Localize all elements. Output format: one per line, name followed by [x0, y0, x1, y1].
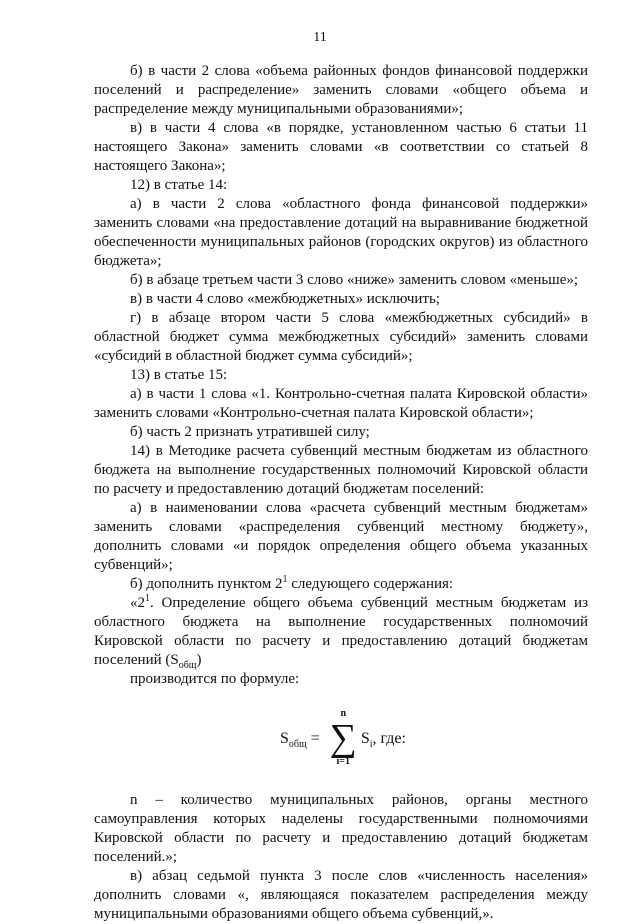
paragraph-13 [94, 575, 588, 594]
paragraph-13-superscript: 1 [282, 574, 288, 585]
paragraph-4: а) в части 2 слова «областного фонда финансовой поддержки» заменить словами «на предоставление дотаций на выравнивание бюджетной обеспеченности муниципальных районов (городских округов) из областного бюджета»; [94, 196, 588, 269]
summation-upper-limit: n [340, 708, 347, 719]
paragraph-14-prefix: «2 [130, 595, 145, 611]
summation-sigma: ∑ [329, 717, 357, 759]
paragraph-6: в) в части 4 слово «межбюджетных» исключить; [130, 291, 440, 307]
formula-lhs-symbol: S [280, 729, 289, 747]
formula-term-subscript: i [369, 738, 373, 750]
paragraph-11: 14) в Методике расчета субвенций местным бюджетам из областного бюджета на выполнение государственных полномочий Кировской области по расчету и предоставлению дотаций бюджетам поселений: [94, 443, 588, 497]
paragraph-1: б) в части 2 слова «объема районных фондов финансовой поддержки поселений и распределение» заменить словами «общего объема и распределение между муниципальными образованиями»; [94, 63, 588, 117]
formula-expression [280, 701, 406, 775]
formula [94, 701, 588, 775]
paragraph-15: производится по формуле: [130, 671, 300, 687]
formula-equals: = [306, 729, 324, 747]
paragraph-14-superscript: 1 [145, 593, 150, 604]
paragraph-14 [94, 594, 588, 670]
paragraph-14-body: . Определение общего объема субвенций местным бюджетам из областного бюджета на выполнение государственных полномочий Кировской области по расчету и предоставлению дотаций бюджетам поселений (S [94, 595, 588, 668]
paragraph-3: 12) в статье 14: [130, 177, 228, 193]
formula-lhs-subscript: общ [288, 738, 307, 750]
paragraph-16: n – количество муниципальных районов, органы местного самоуправления которых наделены государственными полномочиями Кировской области по расчету и предоставлению дотаций бюджетам поселений.»; [94, 792, 588, 865]
summation-lower-limit: i=1 [336, 756, 351, 767]
formula-tail: , где: [372, 729, 406, 747]
paragraph-7: г) в абзаце втором части 5 слова «межбюджетных субсидий» в областной бюджет сумма межбюджетных субсидий» заменить словами «субсидий в областной бюджет сумма субсидий»; [94, 310, 588, 364]
paragraph-10: б) часть 2 признать утратившей силу; [130, 424, 370, 440]
paragraph-9: а) в части 1 слова «1. Контрольно-счетная палата Кировской области» заменить словами «Контрольно-счетная палата Кировской области»; [94, 386, 588, 421]
paragraph-14-end: ) [196, 652, 202, 668]
formula-lhs [280, 729, 307, 748]
formula-term [361, 729, 373, 748]
paragraph-12: а) в наименовании слова «расчета субвенций местным бюджетам» заменить словами «распределения субвенций местному бюджету», дополнить словами «и порядок определения общего объема указанных субвенций»; [94, 500, 588, 573]
paragraph-14-subscript: общ [178, 660, 197, 671]
paragraph-5: б) в абзаце третьем части 3 слово «ниже» заменить словом «меньше»; [130, 272, 579, 288]
summation [330, 709, 357, 767]
paragraph-2: в) в части 4 слова «в порядке, установленном частью 6 статьи 11 настоящего Закона» заменить словами «в соответствии со статьей 8 настоящего Закона»; [94, 120, 588, 174]
paragraph-13-suffix: следующего содержания: [287, 576, 454, 592]
page-number: 11 [313, 30, 327, 45]
paragraph-17: в) абзац седьмой пункта 3 после слов «численность населения» дополнить словами «, являющаяся показателем распределения между муниципальными образованиями общего объема субвенций,». [94, 868, 588, 922]
paragraph-8: 13) в статье 15: [130, 367, 228, 383]
paragraph-13-prefix: б) дополнить пунктом 2 [130, 576, 283, 592]
formula-term-symbol: S [360, 729, 370, 747]
document-body [94, 62, 588, 924]
